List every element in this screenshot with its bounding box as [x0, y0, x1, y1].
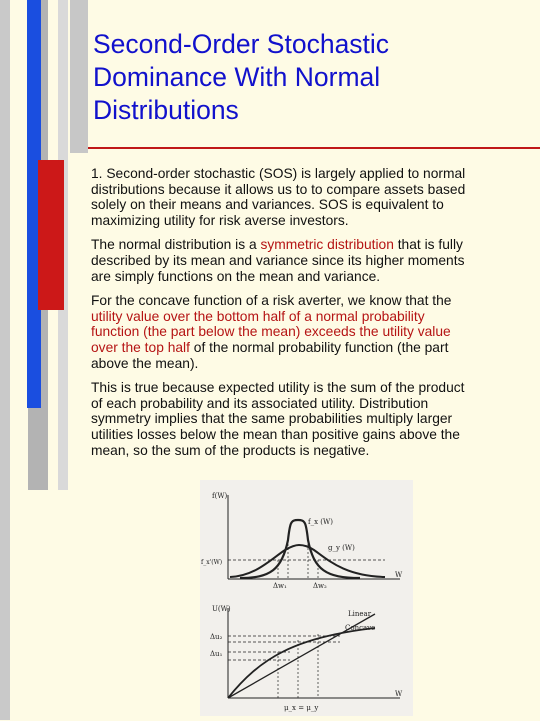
text-line: This is true because expected utility is the sum of the product [91, 380, 465, 396]
slide-title [93, 28, 523, 127]
sos-figure-svg [200, 480, 413, 716]
text-line: For the concave function of a risk averter, we know that the [91, 293, 452, 309]
text-line: symmetry implies that the same probabilities multiply larger [91, 411, 453, 427]
text-run: of the normal probability function (the part [189, 339, 449, 355]
title-line: Second-Order Stochastic [93, 29, 390, 59]
bottom-y-label: U(W) [212, 605, 231, 613]
text-line [91, 237, 529, 253]
text-line: of each probability and its associated utility. Distribution [91, 395, 429, 411]
mean-label: μ_x = μ_y [284, 704, 319, 712]
text-line: solely on their means and variances. SOS is equivalent to [91, 197, 444, 213]
paragraph-4 [91, 380, 529, 458]
text-line: utilities losses below the mean than positive gains above the [91, 426, 460, 442]
text-line: are simply functions on the mean and variance. [91, 268, 381, 284]
curve-gy-label: g_y (W) [328, 544, 355, 552]
highlight-line: utility value over the bottom half of a normal probability [91, 308, 425, 324]
decor-bar-red [38, 160, 64, 310]
top-x-label: W [395, 571, 403, 579]
top-y-label: f(W) [212, 492, 228, 500]
paragraph-2 [91, 237, 529, 284]
decor-bar-gray-right [70, 0, 88, 153]
concave-utility-curve [228, 628, 375, 698]
text-line: above the mean). [91, 355, 199, 371]
bottom-x-label: W [395, 690, 403, 698]
title-underline [88, 147, 540, 149]
text-line: 1. Second-order stochastic (SOS) is largely applied to normal [91, 166, 466, 181]
title-line: Distributions [93, 95, 239, 125]
highlight-line: function (the part below the mean) exceeds the utility value [91, 324, 451, 340]
dw1-label: Δw₁ [273, 582, 287, 590]
text-line [91, 340, 529, 356]
du1-label: Δu₁ [210, 650, 223, 658]
wide-distribution-curve [230, 545, 385, 577]
sos-figure [200, 480, 413, 716]
legend-linear: Linear [348, 610, 372, 618]
left-y-label: f_x'(W) [201, 559, 223, 566]
text-run: that is fully [393, 237, 463, 253]
du2-label: Δu₂ [210, 633, 223, 641]
text-run: The normal distribution is a [91, 237, 261, 253]
curve-fx-label: f_x (W) [308, 518, 333, 526]
legend-concave: Concave [345, 624, 376, 632]
slide-body [91, 166, 529, 467]
text-line: described by its mean and variance since its higher moments [91, 252, 465, 268]
paragraph-1 [91, 166, 529, 228]
title-line: Dominance With Normal [93, 62, 381, 92]
dw2-label: Δw₂ [313, 582, 327, 590]
paragraph-3 [91, 293, 529, 371]
highlight-run: over the top half [91, 339, 190, 355]
highlight-run: symmetric distribution [260, 237, 394, 253]
decor-bar-gray-left [0, 0, 10, 720]
text-line: distributions because it allows us to to compare assets based [91, 181, 466, 197]
text-line: mean, so the sum of the products is negative. [91, 442, 370, 458]
text-line: maximizing utility for risk averse investors. [91, 212, 349, 228]
